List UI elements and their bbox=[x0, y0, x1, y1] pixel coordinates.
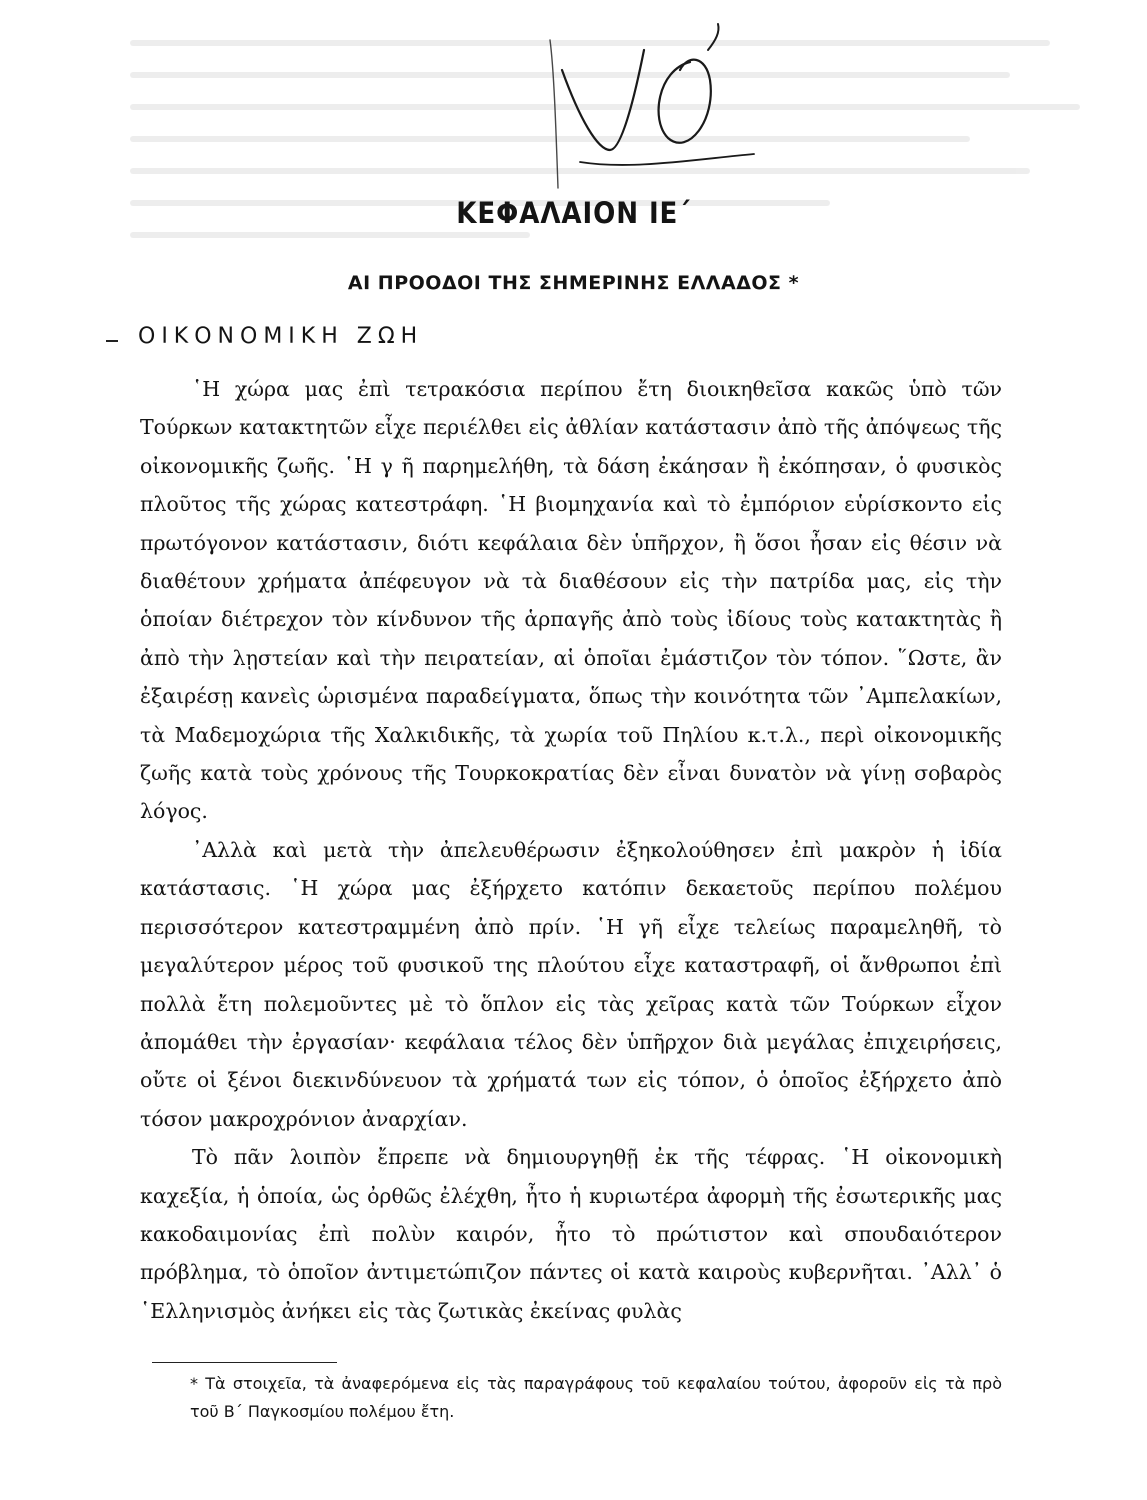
footnote: * Τὰ στοιχεῖα, τὰ ἀναφερόμενα εἰς τὰς παραγράφους τοῦ κεφαλαίου τούτου, ἀφοροῦν εἰς τὰ πρὸ τοῦ Β΄ Παγκοσμίου πολέμου ἔτη. bbox=[190, 1374, 1002, 1421]
footnote-rule bbox=[152, 1362, 337, 1363]
paragraph-3: Τὸ πᾶν λοιπὸν ἔπρεπε νὰ δημιουργηθῇ ἐκ τῆς τέφρας. ῾Η οἰκονομικὴ καχεξία, ἡ ὁποία, ὡς ὀρθῶς ἐλέχθη, ἦτο ἡ κυριωτέρα ἀφορμὴ τῆς ἐσωτερικῆς μας κακοδαιμονίας ἐπὶ πολὺν καιρόν, ἦτο τὸ πρώτιστον καὶ σπουδαιότερον πρόβλημα, τὸ ὁποῖον ἀντιμετώπιζον πάντες οἱ κατὰ καιροὺς κυβερνῆται. ᾿Αλλ᾿ ὁ ῾Ελληνισμὸς ἀνήκει εἰς τὰς ζωτικὰς ἐκείνας φυλὰς bbox=[140, 1145, 1002, 1323]
chapter-title: ΚΕΦΑΛΑΙΟΝ ΙΕ΄ bbox=[456, 196, 691, 230]
section-heading: ΟΙΚΟΝΟΜΙΚΗ ΖΩΗ bbox=[138, 324, 424, 349]
section-dash-mark bbox=[106, 340, 118, 342]
handwritten-mark-icon bbox=[540, 10, 770, 190]
paragraph-2: ᾿Αλλὰ καὶ μετὰ τὴν ἀπελευθέρωσιν ἐξηκολούθησεν ἐπὶ μακρὸν ἡ ἰδία κατάστασις. ῾Η χώρα μας ἐξήρχετο κατόπιν δεκαετοῦς περίπου πολέμου περισσότερον κατεστραμμένη ἀπὸ πρίν. ῾Η γῆ εἶχε τελείως παραμεληθῆ, τὸ μεγαλύτερον μέρος τοῦ φυσικοῦ της πλούτου εἶχε καταστραφῆ, οἱ ἄνθρωποι ἐπὶ πολλὰ ἔτη πολεμοῦντες μὲ τὸ ὅπλον εἰς τὰς χεῖρας κατὰ τῶν Τούρκων εἶχον ἀπομάθει τὴν ἐργασίαν· κεφάλαια τέλος δὲν ὑπῆρχον διὰ μεγάλας ἐπιχειρήσεις, οὔτε οἱ ξένοι διεκινδύνευον τὰ χρήματά των εἰς τόπον, ὁ ὁποῖος ἐξήρχετο ἀπὸ τόσον μακροχρόνιον ἀναρχίαν. bbox=[140, 837, 1002, 1131]
body-text bbox=[140, 370, 1002, 1330]
paragraph-1: ῾Η χώρα μας ἐπὶ τετρακόσια περίπου ἔτη διοικηθεῖσα κακῶς ὑπὸ τῶν Τούρκων κατακτητῶν εἶχε περιέλθει εἰς ἀθλίαν κατάστασιν ἀπὸ τῆς ἀπόψεως τῆς οἰκονομικῆς ζωῆς. ῾Η γ ῆ παρημελήθη, τὰ δάση ἐκάησαν ἢ ἐκόπησαν, ὁ φυσικὸς πλοῦτος τῆς χώρας κατεστράφη. ῾Η βιομηχανία καὶ τὸ ἐμπόριον εὑρίσκοντο εἰς πρωτόγονον κατάστασιν, διότι κεφάλαια δὲν ὑπῆρχον, ἢ ὅσοι ἦσαν εἰς θέσιν νὰ διαθέτουν χρήματα ἀπέφευγον νὰ τὰ διαθέσουν εἰς τὴν πατρίδα μας, εἰς τὴν ὁποίαν διέτρεχον τὸν κίνδυνον τῆς ἁρπαγῆς ἀπὸ τοὺς ἰδίους τοὺς κατακτητὰς ἢ ἀπὸ τὴν λῃστείαν καὶ τὴν πειρατείαν, αἱ ὁποῖαι ἐμάστιζον τὸν τόπον. ῞Ωστε, ἂν ἐξαιρέσῃ κανεὶς ὡρισμένα παραδείγματα, ὅπως τὴν κοινότητα τῶν ᾿Αμπελακίων, τὰ Μαδεμοχώρια τῆς Χαλκιδικῆς, τὰ χωρία τοῦ Πηλίου κ.τ.λ., περὶ οἰκονομικῆς ζωῆς κατὰ τοὺς χρόνους τῆς Τουρκοκρατίας δὲν εἶναι δυνατὸν νὰ γίνῃ σοβαρὸς λόγος. bbox=[140, 377, 1002, 824]
chapter-subtitle: ΑΙ ΠΡΟΟΔΟΙ ΤΗΣ ΣΗΜΕΡΙΝΗΣ ΕΛΛΑΔΟΣ * bbox=[347, 272, 800, 294]
